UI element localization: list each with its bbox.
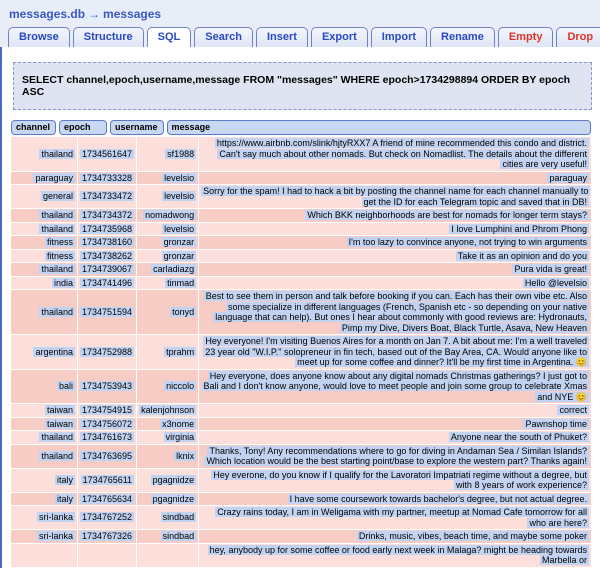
cell-value: thailand (41, 306, 73, 317)
cell-channel (11, 469, 77, 492)
cell-channel (11, 250, 77, 263)
tab-sql[interactable]: SQL (147, 27, 192, 47)
cell-message (199, 530, 591, 543)
tab-export[interactable]: Export (311, 27, 368, 47)
cell-channel (11, 172, 77, 185)
cell-value: tonyd (172, 306, 195, 317)
cell-epoch (78, 431, 136, 444)
cell-value: Anyone near the south of Phuket? (450, 432, 587, 442)
cell-value: correct (559, 405, 587, 415)
cell-channel (11, 506, 77, 529)
cell-value: Which BKK neighborhoods are best for nomads for longer term stays? (307, 210, 587, 220)
cell-channel (11, 223, 77, 236)
cell-value: Sorry for the spam! I had to hack a bit by posting the channel name for each channel manually to get the ID for each Telegram topic and saved that in DB! (203, 186, 589, 207)
cell-message (199, 335, 591, 369)
cell-message (199, 236, 591, 249)
cell-value: lknix (176, 450, 195, 461)
cell-value: 1734765634 (82, 493, 133, 504)
table-row (11, 223, 591, 236)
cell-epoch (78, 290, 136, 334)
table-row (11, 290, 591, 334)
cell-value: 1734761673 (82, 432, 133, 442)
table-row (11, 431, 591, 444)
cell-value: carladiazg (153, 264, 195, 274)
cell-value: Hello @levelsio (524, 277, 587, 288)
cell-channel (11, 404, 77, 417)
cell-value: kalenjohnson (141, 405, 195, 415)
column-header-message[interactable]: message (167, 120, 591, 135)
cell-message (199, 544, 591, 567)
column-headers (11, 120, 591, 135)
cell-username (137, 137, 198, 171)
cell-value: thailand (41, 264, 73, 274)
cell-value: tinmad (167, 277, 195, 288)
tab-bar (0, 26, 600, 47)
cell-value: Crazy rains today, I am in Weligama with my partner, meetup at Nomad Cafe tomorrow for all who are here? (217, 507, 587, 528)
cell-username (137, 172, 198, 185)
cell-value: argentina (35, 346, 73, 357)
table-row (11, 530, 591, 543)
cell-username (137, 493, 198, 506)
cell-username (137, 469, 198, 492)
cell-value: sf1988 (167, 148, 195, 159)
table-row (11, 236, 591, 249)
cell-epoch (78, 223, 136, 236)
tab-import[interactable]: Import (371, 27, 427, 47)
cell-channel (11, 418, 77, 431)
cell-epoch (78, 530, 136, 543)
cell-message (199, 250, 591, 263)
cell-message (199, 185, 591, 208)
cell-value: 1734751594 (82, 306, 133, 317)
cell-message (199, 418, 591, 431)
tab-search[interactable]: Search (194, 27, 253, 47)
column-header-username[interactable]: username (110, 120, 164, 135)
cell-epoch (78, 172, 136, 185)
table-row (11, 544, 591, 567)
cell-username (137, 250, 198, 263)
cell-message (199, 493, 591, 506)
cell-value: Hey everyone! I'm visiting Buenos Aires for a month on Jan 7. A bit about me: I'm a well traveled 23 year old "W.I.P." solopreneur in fin tech, based out of the Bay Area, CA. Would anyone like to meet up for some coffee and dinner? It'll be my first time in Argentina. 😊 (205, 336, 587, 367)
cell-message (199, 172, 591, 185)
sql-query-box: SELECT channel,epoch,username,message FROM "messages" WHERE epoch>1734298894 ORDER BY epoch ASC (13, 62, 592, 110)
table-row (11, 263, 591, 276)
cell-message (199, 469, 591, 492)
cell-value: paraguay (35, 172, 73, 183)
tab-insert[interactable]: Insert (256, 27, 308, 47)
cell-epoch (78, 335, 136, 369)
cell-username (137, 404, 198, 417)
cell-value: paraguay (549, 172, 587, 183)
cell-username (137, 530, 198, 543)
cell-value: thailand (41, 223, 73, 234)
cell-message (199, 263, 591, 276)
cell-epoch (78, 544, 136, 567)
table-row (11, 172, 591, 185)
cell-value: virginia (165, 432, 195, 442)
cell-value: italy (56, 474, 73, 485)
cell-value: Drinks, music, vibes, beach time, and maybe some poker (358, 531, 587, 541)
cell-value: I have some coursework towards bachelor's degree, but not actual degree. (289, 493, 587, 504)
tab-browse[interactable]: Browse (8, 27, 70, 47)
cell-message (199, 277, 591, 290)
cell-value: Hey everyone, does anyone know about any digital nomads Christmas gatherings? I just got to Bali and I don't know anyone, would love to meet people and join some group to celebrate Xmas and NYE 😊 (203, 370, 587, 402)
cell-channel (11, 290, 77, 334)
cell-channel (11, 236, 77, 249)
table-row (11, 469, 591, 492)
cell-value: fitness (46, 250, 73, 261)
cell-value: gronzar (163, 250, 195, 261)
cell-epoch (78, 185, 136, 208)
cell-value: I'm too lazy to convince anyone, not trying to win arguments (348, 237, 587, 247)
cell-value: gronzar (163, 237, 195, 247)
cell-value: thailand (41, 148, 73, 159)
cell-channel (11, 530, 77, 543)
cell-epoch (78, 250, 136, 263)
cell-message (199, 370, 591, 404)
cell-username (137, 370, 198, 404)
cell-value: italy (56, 493, 73, 504)
cell-username (137, 418, 198, 431)
cell-value: 1734756072 (82, 418, 133, 429)
table-row (11, 185, 591, 208)
cell-username (137, 431, 198, 444)
cell-value: Thanks, Tony! Any recommendations where to go for diving in Andaman Sea / Similan Islands? Which location would be the best starting point/base to explore the western part? Thanks again! (206, 445, 587, 466)
cell-value: sri-lanka (38, 512, 73, 523)
column-header-channel[interactable]: channel (11, 120, 56, 135)
cell-value: thailand (41, 450, 73, 461)
cell-channel (11, 263, 77, 276)
cell-epoch (78, 418, 136, 431)
cell-value: fitness (46, 237, 73, 247)
cell-value: https://www.airbnb.com/slink/hjtyRXX7 A friend of mine recommended this condo and district. Can't say much about other nomads. But check on Nomadlist. The details about the different cities are very useful! (216, 138, 587, 169)
table-row (11, 445, 591, 468)
cell-username (137, 506, 198, 529)
cell-message (199, 290, 591, 334)
breadcrumb-arrow-icon: → (88, 7, 101, 21)
cell-value: levelsio (164, 191, 195, 202)
cell-value: taiwan (46, 405, 73, 415)
cell-message (199, 445, 591, 468)
cell-value: 1734741496 (82, 277, 133, 288)
cell-channel (11, 185, 77, 208)
table-row (11, 370, 591, 404)
cell-value: 1734763695 (82, 450, 133, 461)
cell-value: Take it as an opinion and do you (457, 250, 587, 261)
cell-value: Hey everone, do you know if I qualify for the Lavoratori Impatriati regime without a degree, but with 8 years of work experience? (213, 469, 587, 490)
cell-value: sri-lanka (38, 531, 73, 541)
cell-value: taiwan (46, 418, 73, 429)
cell-value: 1734738262 (82, 250, 133, 261)
column-header-epoch[interactable]: epoch (59, 120, 107, 135)
cell-value: bali (58, 381, 73, 391)
cell-epoch (78, 137, 136, 171)
cell-value: 1734734372 (82, 210, 133, 220)
results-table (10, 119, 592, 568)
cell-value: pgagnidze (152, 474, 195, 485)
cell-value: sindbad (162, 512, 195, 523)
cell-epoch (78, 209, 136, 222)
table-row (11, 506, 591, 529)
cell-value: tprahm (166, 346, 195, 357)
cell-channel (11, 277, 77, 290)
breadcrumb (0, 0, 600, 26)
cell-value: 1734735968 (82, 223, 133, 234)
tab-empty[interactable]: Empty (498, 27, 554, 47)
cell-value: 1734561647 (82, 148, 133, 159)
cell-username (137, 290, 198, 334)
cell-epoch (78, 493, 136, 506)
table-row (11, 137, 591, 171)
cell-value: 1734753943 (82, 381, 133, 391)
cell-channel (11, 209, 77, 222)
table-row (11, 277, 591, 290)
cell-value: nomadwong (145, 210, 195, 220)
cell-channel (11, 493, 77, 506)
cell-value: I love Lumphini and Phrom Phong (451, 223, 587, 234)
cell-username (137, 223, 198, 236)
cell-value: 1734754915 (82, 405, 133, 415)
tab-drop[interactable]: Drop (556, 27, 600, 47)
cell-value: hey, anybody up for some coffee or food early next week in Malaga? might be heading towards Marbella or (209, 544, 587, 565)
cell-value: 1734738160 (82, 237, 133, 247)
cell-value: x3nome (162, 418, 195, 429)
cell-username (137, 263, 198, 276)
cell-epoch (78, 263, 136, 276)
cell-value: Pawnshop time (525, 418, 587, 429)
cell-value: 1734733472 (82, 191, 133, 202)
cell-message (199, 209, 591, 222)
cell-value: 1734767326 (82, 531, 133, 541)
table-row (11, 418, 591, 431)
cell-value: thailand (41, 432, 73, 442)
cell-username (137, 277, 198, 290)
tab-rename[interactable]: Rename (430, 27, 495, 47)
cell-value: Best to see them in person and talk before booking if you can. Each has their own vibe etc. Also some specialize in different languages (French, Spanish etc - so depending on your native language that can help). But ones I hear about commonly with good reviews are: Hydronauts, Pimp my Dive, Divers Boat, Black Turtle, Asava, New Heaven (205, 291, 587, 333)
cell-message (199, 404, 591, 417)
table-row (11, 404, 591, 417)
cell-channel (11, 137, 77, 171)
cell-epoch (78, 404, 136, 417)
cell-channel (11, 544, 77, 567)
cell-message (199, 506, 591, 529)
cell-channel (11, 335, 77, 369)
table-row (11, 209, 591, 222)
cell-value: general (42, 191, 73, 202)
cell-value: niccolo (166, 381, 195, 391)
cell-value: 1734752988 (82, 346, 133, 357)
cell-username (137, 209, 198, 222)
cell-epoch (78, 370, 136, 404)
cell-value: sindbad (162, 531, 195, 541)
cell-epoch (78, 445, 136, 468)
table-row (11, 250, 591, 263)
cell-epoch (78, 236, 136, 249)
table-row (11, 335, 591, 369)
cell-value: levelsio (164, 223, 195, 234)
cell-username (137, 236, 198, 249)
cell-message (199, 137, 591, 171)
cell-value: 1734733328 (82, 172, 133, 183)
cell-epoch (78, 277, 136, 290)
cell-value: thailand (41, 210, 73, 220)
cell-username (137, 544, 198, 567)
cell-channel (11, 431, 77, 444)
table-row (11, 493, 591, 506)
breadcrumb-table-link[interactable]: messages (103, 7, 162, 21)
cell-value: india (53, 277, 73, 288)
cell-username (137, 445, 198, 468)
cell-value: 1734767252 (82, 512, 133, 523)
cell-username (137, 335, 198, 369)
cell-message (199, 223, 591, 236)
breadcrumb-database-link[interactable]: messages.db (9, 7, 86, 21)
cell-epoch (78, 506, 136, 529)
cell-message (199, 431, 591, 444)
column-header-row (11, 120, 591, 136)
cell-value: levelsio (164, 172, 195, 183)
cell-value: 1734765611 (82, 474, 133, 485)
cell-value: Pura vida is great! (514, 264, 587, 274)
content-area (0, 47, 600, 568)
cell-value: pgagnidze (152, 493, 195, 504)
cell-value: 1734739067 (82, 264, 133, 274)
cell-channel (11, 370, 77, 404)
cell-epoch (78, 469, 136, 492)
tab-structure[interactable]: Structure (73, 27, 144, 47)
cell-username (137, 185, 198, 208)
cell-channel (11, 445, 77, 468)
